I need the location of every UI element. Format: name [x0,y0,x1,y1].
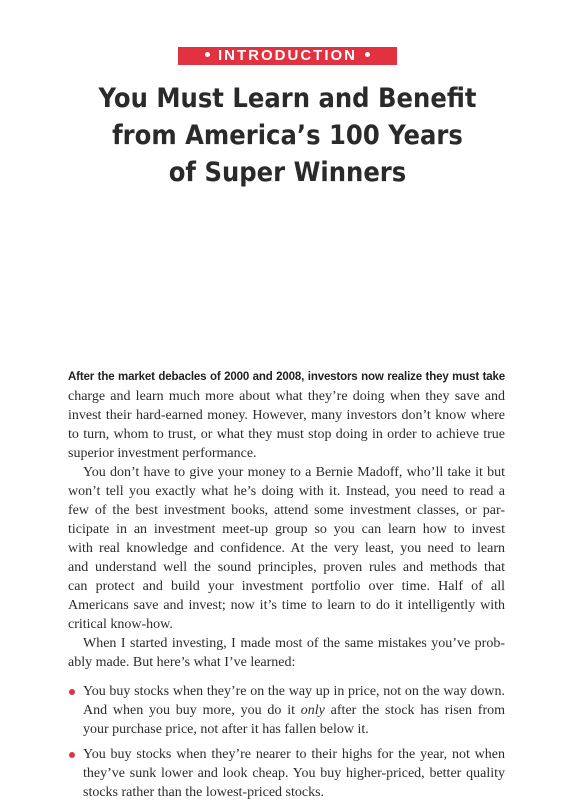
text-run: And when you buy more, you do it [83,703,301,718]
title-line: of Super Winners [168,157,407,188]
text-line [83,701,505,720]
bullet-icon [69,689,75,695]
text-line: with real knowledge and confidence. At the very least, you need to learn [68,541,505,556]
chapter-title [83,80,493,191]
bullet-list [68,682,505,802]
text-line: You don’t have to give your money to a Bernie Madoff, who’ll take it but [83,465,505,480]
title-line: You Must Learn and Benefit [98,83,477,114]
text-line: When I started investing, I made most of the same mistakes you’ve prob- [83,636,505,651]
chapter-banner [178,47,397,65]
text-line: and understand well the sound principles, proven rules and methods that [68,560,505,575]
paragraph-2 [68,463,505,634]
text-line: charge and learn much more about what they’re doing when they save and [68,389,505,404]
text-run: after the stock has risen from [324,703,505,718]
bullet-dot-left-icon [205,52,210,57]
paragraph-1 [68,368,505,463]
text-line: they’ve sunk lower and look cheap. You buy higher-priced, better quality [83,766,505,781]
text-line: stocks rather than the lowest-priced stocks. [83,785,325,800]
text-line: critical know-how. [68,617,173,632]
text-line: few of the best investment books, attend some investment classes, or par- [68,503,505,518]
paragraph-3 [68,634,505,672]
text-line: You buy stocks when they’re nearer to their highs for the year, not when [83,747,505,762]
title-line: from America’s 100 Years [112,120,463,151]
text-line: superior investment performance. [68,446,257,461]
bullet-icon [69,752,75,758]
text-line: Americans save and invest; now it’s time to learn to do it intelligently with [68,598,505,613]
text-line: invest their hard-earned money. However, many investors don’t know where [68,408,505,423]
lead-in-line: After the market debacles of 2000 and 2008, investors now realize they must take [68,371,505,383]
body-text [68,368,505,808]
text-line: ticipate in an investment meet-up group so you can learn how to invest [68,522,505,537]
emphasis: only [300,703,325,718]
text-line: You buy stocks when they’re on the way up in price, not on the way down. [83,684,505,699]
text-line: ably made. But here’s what I’ve learned: [68,655,296,670]
text-line: to turn, whom to trust, or what they must stop doing in order to achieve true [68,427,505,442]
list-item [68,682,505,739]
text-line: won’t tell you exactly what he’s doing with it. Instead, you need to read a [68,484,505,499]
text-line: your purchase price, not after it has fallen below it. [83,722,369,737]
bullet-dot-right-icon [365,52,370,57]
chapter-label: INTRODUCTION [218,47,357,64]
list-item [68,745,505,802]
text-line: can protect and build your investment portfolio over time. Half of all [68,579,505,594]
